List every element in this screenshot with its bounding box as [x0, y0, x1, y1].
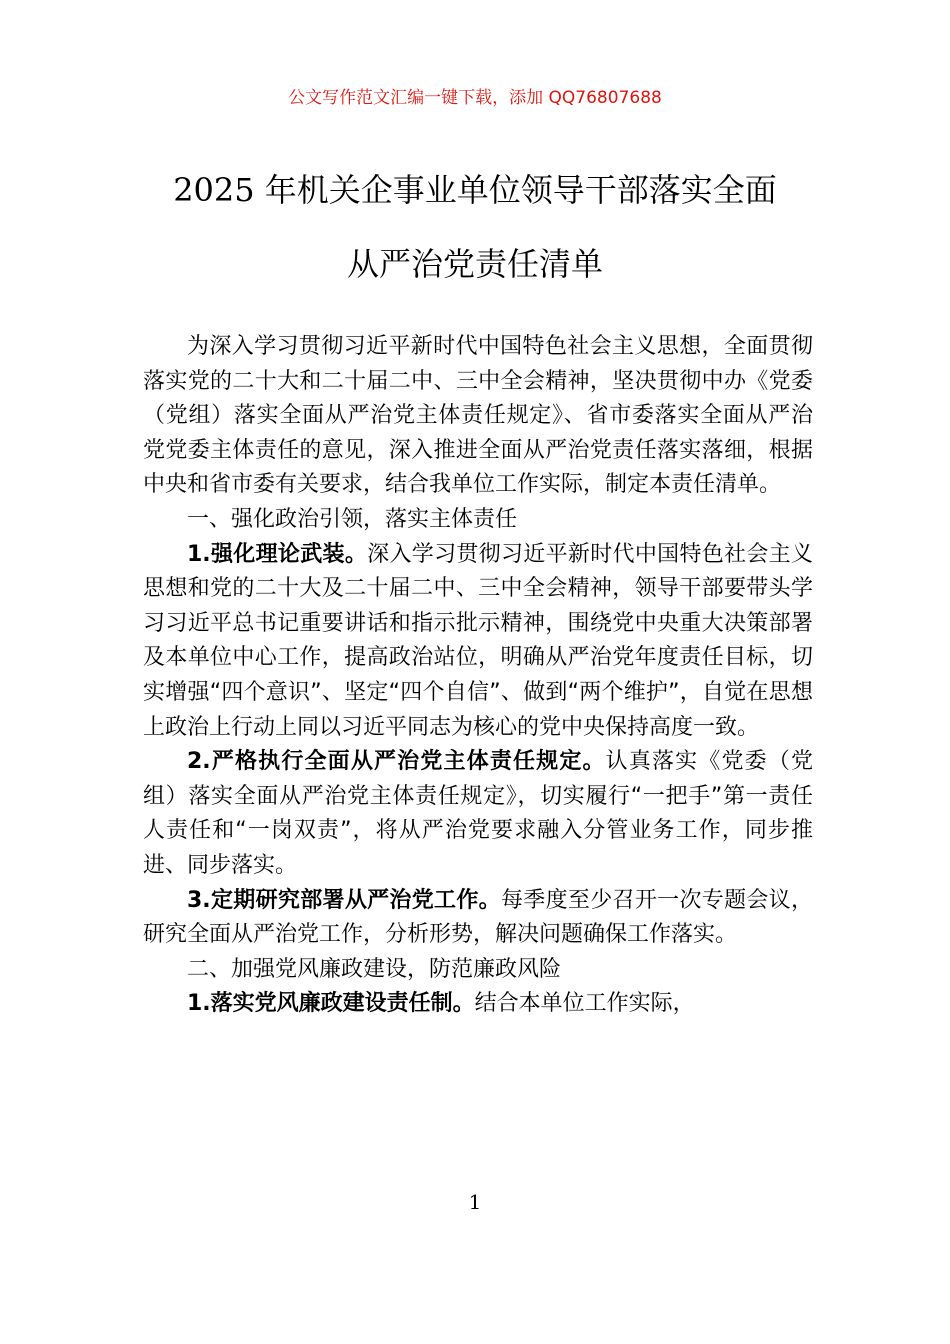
document-title — [120, 168, 830, 286]
header-download-note: 公文写作范文汇编一键下载，添加 QQ76807688 — [288, 88, 662, 108]
title-line-2: 从严治党责任清单 — [346, 245, 603, 283]
item-1-1-lead: 1.强化理论武装。 — [187, 541, 368, 567]
item-2-1-text: 结合本单位工作实际， — [474, 991, 695, 1017]
intro-paragraph: 为深入学习贯彻习近平新时代中国特色社会主义思想，全面贯彻落实党的二十大和二十届二中、三中全会精神，坚决贯彻中办《党委（党组）落实全面从严治党主体责任规定》、省市委落实全面从严治党党委主体责任的意见，深入推进全面从严治党责任落实落细，根据中央和省市委有关要求，结合我单位工作实际，制定本责任清单。 — [143, 334, 813, 498]
section-2-heading: 二、加强党风廉政建设，防范廉政风险 — [187, 956, 562, 982]
item-2-1-lead: 1.落实党风廉政建设责任制。 — [187, 991, 475, 1017]
item-1-1-text: 深入学习贯彻习近平新时代中国特色社会主义思想和党的二十大及二十届二中、三中全会精神，领导干部要带头学习习近平总书记重要讲话和指示批示精神，围绕党中央重大决策部署及本单位中心工作，提高政治站位，明确从严治党年度责任目标，切实增强“四个意识”、坚定“四个自信”、做到“两个维护”，自觉在思想上政治上行动上同以习近平同志为核心的党中央保持高度一致。 — [143, 541, 813, 740]
item-1-2-text: 认真落实《党委（党组）落实全面从严治党主体责任规定》，切实履行“一把手”第一责任人责任和“一岗双责”，将从严治党要求融入分管业务工作，同步推进、同步落实。 — [143, 749, 813, 878]
item-2-1-paragraph — [143, 987, 813, 1022]
item-1-2-lead: 2.严格执行全面从严治党主体责任规定。 — [187, 749, 606, 775]
item-1-1-paragraph — [143, 538, 813, 746]
document-body — [143, 330, 813, 1022]
title-line-1: 2025 年机关企事业单位领导干部落实全面 — [173, 171, 777, 209]
page-number: 1 — [468, 1190, 482, 1214]
section-1-heading: 一、强化政治引领，落实主体责任 — [187, 506, 518, 532]
item-1-3-paragraph — [143, 884, 813, 953]
item-1-2-paragraph — [143, 745, 813, 883]
item-1-3-text: 每季度至少召开一次专题会议，研究全面从严治党工作，分析形势，解决问题确保工作落实。 — [143, 887, 813, 948]
item-1-3-lead: 3.定期研究部署从严治党工作。 — [187, 887, 501, 913]
